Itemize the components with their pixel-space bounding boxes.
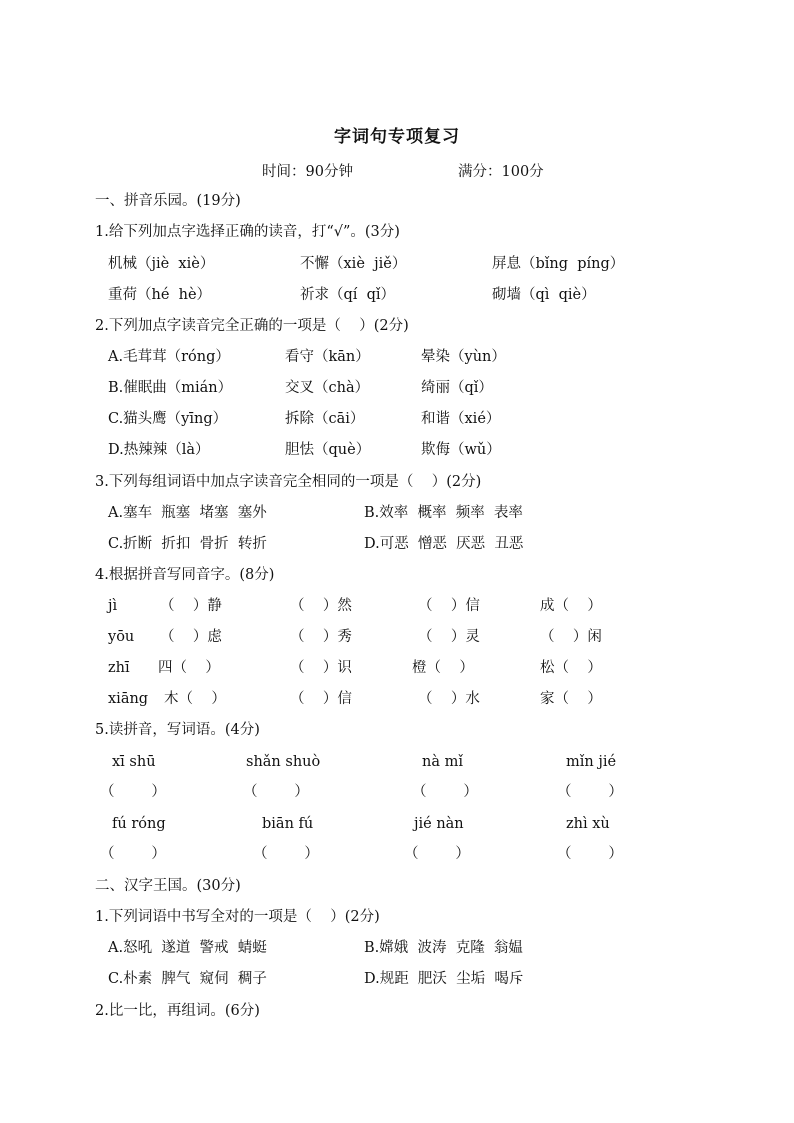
q5-pinyin: nà mǐ [422,754,463,770]
q3-option: B.效率 概率 频率 表率 [364,505,523,521]
q5-pinyin: jié nàn [414,816,464,832]
q1-item: 砌墙（qì qiè） [492,287,596,303]
q4-blank: （ ）水 [418,691,480,707]
page-title: 字词句专项复习 [334,127,460,147]
q4-blank: （ ）然 [290,598,352,614]
exam-score: 满分：100分 [458,164,544,180]
q3-option: C.折断 折扣 骨折 转折 [108,536,267,552]
q5-answer-blank[interactable]: （ ） [557,784,623,800]
q4-blank: 家（ ） [540,691,602,707]
q2-option: C.猫头鹰（yīng） [108,411,228,427]
q1-item: 祈求（qí qǐ） [300,287,396,303]
p2-q1-option: D.规距 肥沃 尘垢 喝斥 [364,971,524,987]
q2-option: A.毛茸茸（róng） [108,349,230,365]
q5-answer-blank[interactable]: （ ） [100,846,166,862]
q2-option: 绮丽（qǐ） [421,380,493,396]
q2-option: 晕染（yùn） [421,349,506,365]
q5-pinyin: shǎn shuò [246,754,321,770]
q4-blank: （ ）虑 [160,629,222,645]
q1-item: 不懈（xiè jiě） [300,256,407,272]
q4-blank: （ ）闲 [540,629,602,645]
p2-q1-option: C.朴素 脾气 窥伺 稠子 [108,971,267,987]
q5-answer-blank[interactable]: （ ） [243,784,309,800]
q4-pinyin: xiāng [108,691,149,707]
q4-pinyin: zhī [108,660,130,676]
q5-answer-blank[interactable]: （ ） [404,846,470,862]
q5-answer-blank[interactable]: （ ） [557,846,623,862]
q1-stem: 1.给下列加点字选择正确的读音，打“√”。(3分) [95,224,400,240]
p2-q1-stem: 1.下列词语中书写全对的一项是（ ）(2分) [95,909,380,925]
section-heading-1: 一、拼音乐园。(19分) [95,193,241,209]
q1-item: 屏息（bǐng píng） [492,256,625,272]
exam-time: 时间：90分钟 [262,164,353,180]
q5-answer-blank[interactable]: （ ） [253,846,319,862]
p2-q1-option: A.怒吼 遂道 警戒 蜻蜓 [108,940,267,956]
q2-stem: 2.下列加点字读音完全正确的一项是（ ）(2分) [95,318,409,334]
p2-q1-option: B.嫦娥 波涛 克隆 翁媪 [364,940,523,956]
q4-blank: （ ）灵 [418,629,480,645]
q5-pinyin: mǐn jié [566,754,617,770]
q5-pinyin: zhì xù [566,816,610,832]
q4-stem: 4.根据拼音写同音字。(8分) [95,567,275,583]
q1-item: 机械（jiè xiè） [108,256,215,272]
q5-stem: 5.读拼音，写词语。(4分) [95,722,260,738]
q3-option: D.可恶 憎恶 厌恶 丑恶 [364,536,524,552]
q2-option: 胆怯（què） [285,442,371,458]
q4-blank: 橙（ ） [412,660,474,676]
q5-answer-blank[interactable]: （ ） [412,784,478,800]
q2-option: 交叉（chà） [285,380,370,396]
p2-q2-stem: 2.比一比，再组词。(6分) [95,1003,260,1019]
q1-item: 重荷（hé hè） [108,287,212,303]
q5-pinyin: xī shū [112,754,156,770]
q5-pinyin: fú róng [112,816,166,832]
q4-pinyin: jì [108,598,118,614]
q3-stem: 3.下列每组词语中加点字读音完全相同的一项是（ ）(2分) [95,474,482,490]
q4-blank: 木（ ） [164,691,226,707]
q2-option: D.热辣辣（là） [108,442,210,458]
section-heading-2: 二、汉字王国。(30分) [95,878,241,894]
q3-option: A.塞车 瓶塞 堵塞 塞外 [108,505,267,521]
q2-option: 和谐（xié） [421,411,501,427]
q5-answer-blank[interactable]: （ ） [100,784,166,800]
q2-option: 看守（kān） [285,349,370,365]
q4-blank: （ ）秀 [290,629,352,645]
q4-blank: （ ）信 [290,691,352,707]
q5-pinyin: biān fú [262,816,314,832]
q4-blank: （ ）识 [290,660,352,676]
q4-blank: 四（ ） [158,660,220,676]
q4-blank: （ ）信 [418,598,480,614]
q2-option: 欺侮（wǔ） [421,442,501,458]
q2-option: B.催眠曲（mián） [108,380,233,396]
q4-blank: 松（ ） [540,660,602,676]
q4-pinyin: yōu [108,629,135,645]
q4-blank: 成（ ） [540,598,602,614]
q2-option: 拆除（cāi） [285,411,365,427]
q4-blank: （ ）静 [160,598,222,614]
